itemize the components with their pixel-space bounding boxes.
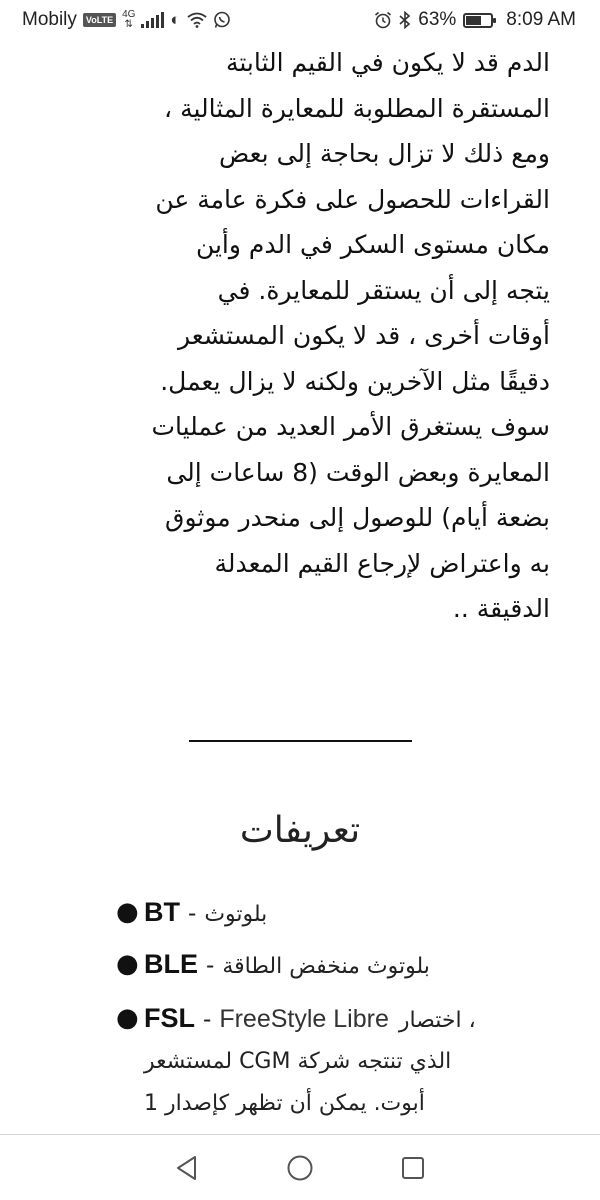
section-divider: [189, 740, 412, 742]
back-button[interactable]: [167, 1148, 207, 1188]
paragraph-line: أوقات أخرى ، قد لا يكون المستشعر: [177, 321, 550, 350]
definition-description: بلوتوث: [204, 902, 268, 927]
status-bar: [0, 0, 600, 40]
section-heading: تعريفات: [239, 810, 361, 851]
paragraph-line: المعايرة وبعض الوقت (8 ساعات إلى: [166, 457, 550, 487]
whatsapp-icon: [213, 11, 231, 29]
navigation-bar: [0, 1134, 600, 1200]
definition-separator: -: [206, 951, 215, 979]
definition-separator: -: [188, 899, 197, 927]
bullet-icon: ●: [116, 897, 139, 927]
paragraph-line: ومع ذلك لا تزال بحاجة إلى بعض: [218, 139, 550, 168]
paragraph-line: به واعتراض لإرجاع القيم المعدلة: [214, 548, 550, 578]
paragraph-line: الدقيقة ..: [452, 594, 550, 623]
article-paragraph: [110, 40, 550, 632]
definition-continuation: أبوت. يمكن أن تظهر كإصدار 1: [144, 1091, 425, 1116]
definition-continuation: الذي تنتجه شركة CGM لمستشعر: [144, 1049, 452, 1074]
bluetooth-icon: [399, 11, 411, 29]
paragraph-line: المستقرة المطلوبة للمعايرة المثالية ،: [164, 93, 550, 123]
network-type-icon: 4G ⇅: [122, 9, 136, 30]
paragraph-line: يتجه إلى أن يستقر للمعايرة. في: [217, 275, 550, 305]
definition-description: اختصار ،: [398, 1008, 476, 1033]
definition-item-bt: [116, 892, 556, 935]
paragraph-line: الدم قد لا يكون في القيم الثابتة: [225, 48, 550, 77]
paragraph-line: القراءات للحصول على فكرة عامة عن: [155, 184, 550, 214]
battery-icon: [463, 13, 493, 28]
home-button[interactable]: [280, 1148, 320, 1188]
paragraph-line: بضعة أيام) للوصول إلى منحدر موثوق: [165, 503, 550, 532]
bullet-icon: ●: [116, 1003, 139, 1033]
battery-percent: 63%: [418, 9, 457, 30]
back-icon: [175, 1155, 199, 1181]
alarm-icon: [374, 11, 392, 29]
article-content: [0, 40, 600, 1134]
definition-description: بلوتوث منخفض الطاقة: [222, 954, 430, 979]
paragraph-line: دقيقًا مثل الآخرين ولكنه لا يزال يعمل.: [160, 366, 550, 396]
recents-icon: [401, 1156, 425, 1180]
paragraph-line: سوف يستغرق الأمر العديد من عمليات: [151, 412, 550, 441]
definition-item-ble: [116, 944, 556, 987]
volte-icon: VoLTE: [83, 13, 116, 27]
signal-icon: [141, 12, 164, 28]
data-saver-icon: ◐: [170, 10, 181, 29]
status-right: [374, 9, 576, 31]
recents-button[interactable]: [393, 1148, 433, 1188]
definition-separator: -: [203, 1005, 212, 1033]
definition-term: BLE: [144, 949, 198, 979]
paragraph-line: مكان مستوى السكر في الدم وأين: [195, 230, 550, 259]
clock: 8:09 AM: [506, 9, 576, 30]
definition-term: FSL: [144, 1003, 195, 1033]
wifi-icon: [187, 12, 207, 28]
definition-latin-name: FreeStyle Libre: [219, 1005, 389, 1033]
carrier-name: Mobily: [22, 9, 77, 30]
definition-term: BT: [144, 897, 180, 927]
bullet-icon: ●: [116, 949, 139, 979]
status-left: [22, 9, 231, 31]
home-icon: [286, 1154, 314, 1182]
definition-item-fsl: [116, 998, 556, 1125]
